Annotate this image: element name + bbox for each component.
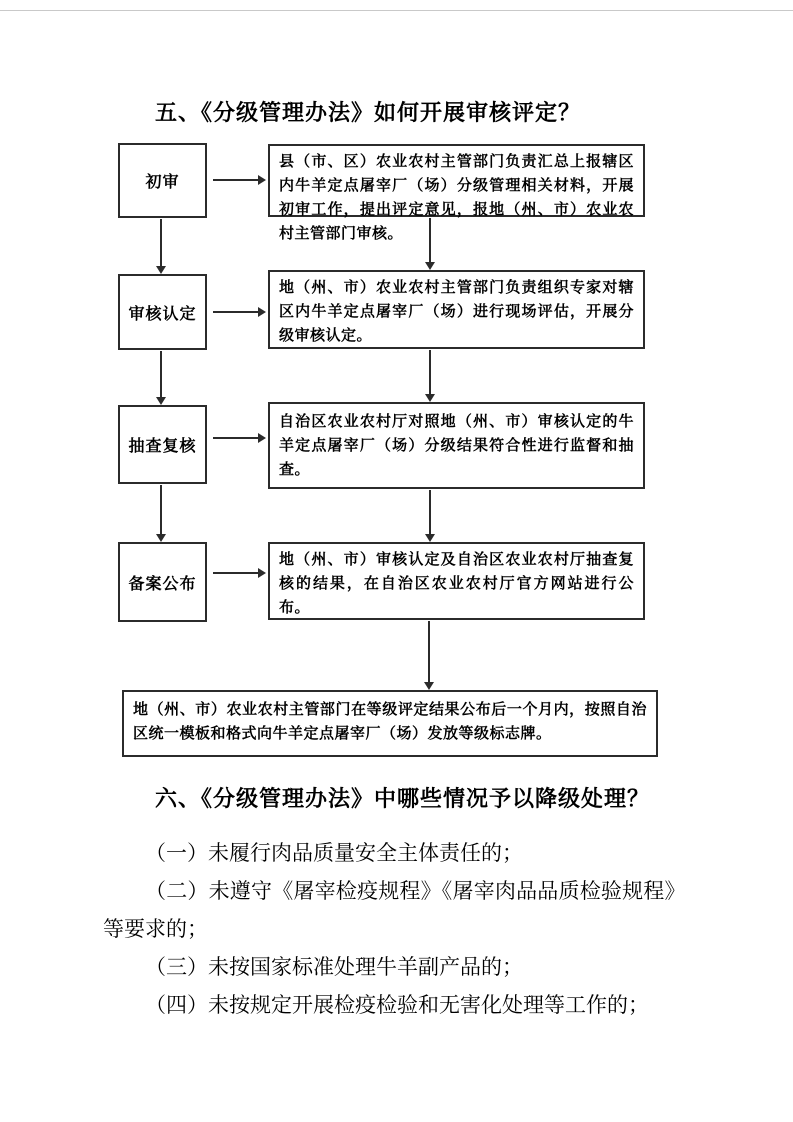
flow-detail-text: 自治区农业农村厅对照地（州、市）审核认定的牛羊定点屠宰厂（场）分级结果符合性进行监督和抽查。: [279, 413, 634, 478]
flow-arrow-right-1-icon: [213, 179, 258, 181]
flow-detail-box-4: 地（州、市）审核认定及自治区农业农村厅抽查复核的结果，在自治区农业农村厅官方网站进行公布。: [268, 542, 645, 620]
flow-arrow-down-left-1-icon: [160, 219, 162, 266]
flow-arrow-right-4-icon: [213, 572, 258, 574]
flow-conclusion-box: 地（州、市）农业农村主管部门在等级评定结果公布后一个月内，按照自治区统一模板和格式向牛羊定点屠宰厂（场）发放等级标志牌。: [122, 690, 658, 757]
flow-arrow-down-right-1-icon: [429, 218, 431, 262]
flow-arrow-down-left-2-icon: [160, 351, 162, 397]
flow-arrow-down-right-4-icon: [428, 621, 430, 682]
list-item-4: （四）未按规定开展检疫检验和无害化处理等工作的；: [145, 993, 649, 1017]
flow-stage-label: 备案公布: [128, 575, 197, 593]
flow-detail-box-1: 县（市、区）农业农村主管部门负责汇总上报辖区内牛羊定点屠宰厂（场）分级管理相关材料，开展初审工作，提出评定意见，报地（州、市）农业农村主管部门审核。: [268, 144, 645, 217]
flow-stage-box-initial-review: [118, 143, 207, 218]
flow-detail-box-2: 地（州、市）农业农村主管部门负责组织专家对辖区内牛羊定点屠宰厂（场）进行现场评估，开展分级审核认定。: [268, 270, 645, 349]
flow-detail-box-3: [268, 402, 645, 489]
flow-stage-label: 初审: [145, 174, 180, 191]
flow-stage-label: 抽查复核: [128, 438, 197, 455]
flow-stage-box-spot-check: [118, 405, 207, 484]
flow-arrow-right-3-icon: [213, 437, 258, 439]
page-top-edge-line: [0, 10, 793, 11]
list-item-3: （三）未按国家标准处理牛羊副产品的；: [145, 955, 523, 979]
flow-stage-label: 审核认定: [128, 305, 197, 323]
section-five-heading: 五、《分级管理办法》如何开展审核评定？: [155, 100, 582, 125]
flow-stage-box-review-confirmation: [118, 274, 207, 350]
flow-arrow-down-left-3-icon: [160, 485, 162, 534]
downgrade-conditions-list: [103, 834, 675, 1024]
flow-arrow-down-right-2-icon: [429, 350, 431, 394]
flow-stage-box-record-publication: [118, 542, 207, 622]
list-item-2: （二）未遵守《屠宰检疫规程》《屠宰肉品品质检验规程》等要求的；: [103, 879, 675, 941]
flow-arrow-down-right-3-icon: [429, 490, 431, 534]
section-six-heading: 六、《分级管理办法》中哪些情况予以降级处理？: [155, 786, 651, 811]
list-item-1: （一）未履行肉品质量安全主体责任的；: [145, 841, 523, 865]
flow-arrow-right-2-icon: [213, 311, 258, 313]
